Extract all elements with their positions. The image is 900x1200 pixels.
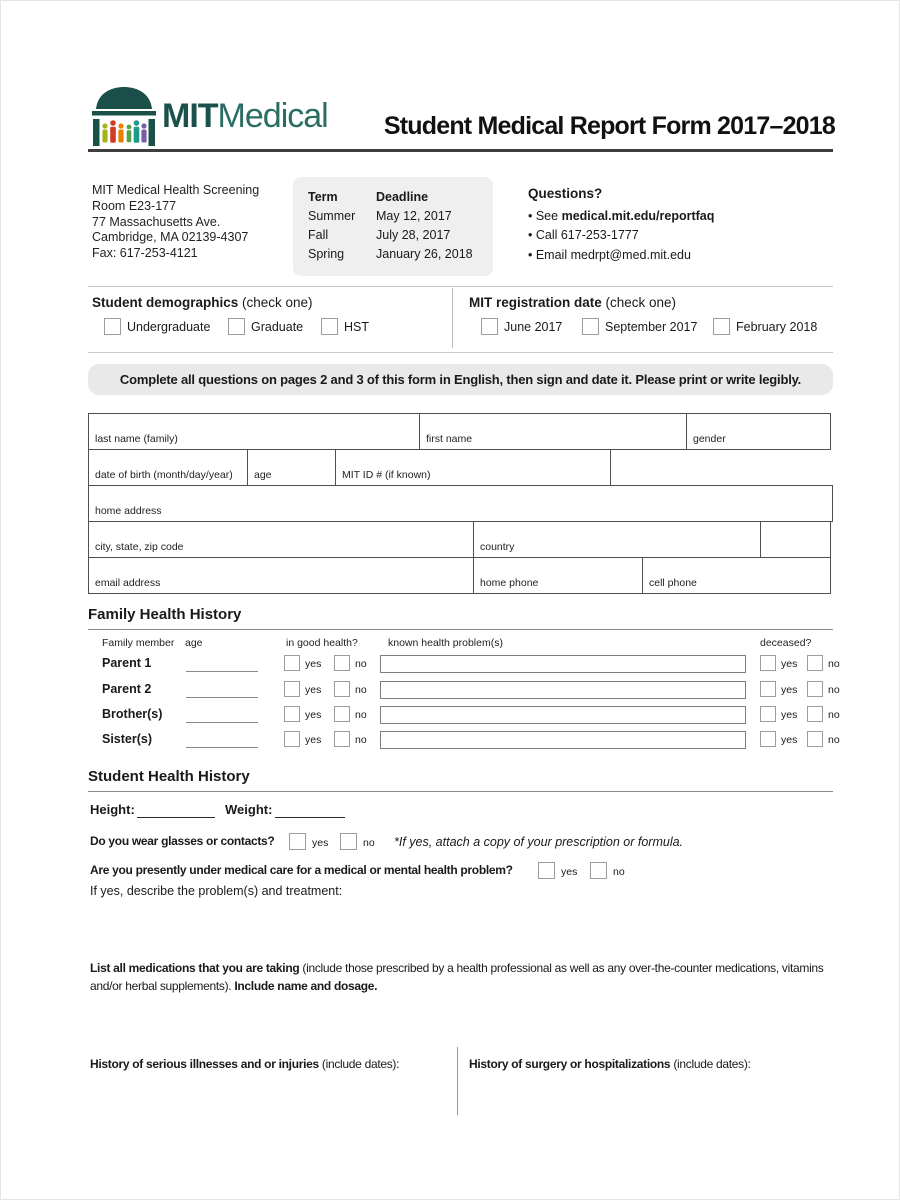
graduate-checkbox[interactable] <box>228 318 245 335</box>
care-no-checkbox[interactable] <box>590 862 607 879</box>
country-label: country <box>480 541 515 553</box>
last-name-label: last name (family) <box>95 433 178 445</box>
yes-label: yes <box>305 684 322 696</box>
option-undergraduate <box>104 318 210 335</box>
home-phone-label: home phone <box>480 577 539 589</box>
health-no-checkbox[interactable] <box>334 681 350 697</box>
divider-rule <box>88 352 833 353</box>
term-cell: Summer <box>308 209 356 223</box>
health-yes-checkbox[interactable] <box>284 731 300 747</box>
weight-label: Weight: <box>225 802 273 817</box>
surgery-history-heading: History of surgery or hospitalizations <box>469 1057 671 1071</box>
no-label: no <box>828 734 840 746</box>
health-yes-checkbox[interactable] <box>284 655 300 671</box>
care-yes-checkbox[interactable] <box>538 862 555 879</box>
deadline-row <box>308 226 478 245</box>
no-label: no <box>363 837 375 849</box>
yes-label: yes <box>781 658 798 670</box>
demographics-options-row <box>0 318 900 340</box>
table-row <box>88 413 833 450</box>
no-label: no <box>355 684 367 696</box>
questions-heading: Questions? <box>528 186 603 201</box>
family-row-parent1 <box>88 655 840 675</box>
city-state-zip-field[interactable] <box>88 521 474 558</box>
known-problems-input[interactable] <box>380 731 746 749</box>
table-row <box>88 557 833 594</box>
deceased-no-checkbox[interactable] <box>807 681 823 697</box>
family-heading-underline <box>88 629 833 630</box>
family-member-label: Parent 2 <box>102 682 152 696</box>
no-label: no <box>355 734 367 746</box>
no-label: no <box>613 866 625 878</box>
registration-heading <box>469 295 676 310</box>
unlabeled-field[interactable] <box>760 521 831 558</box>
illness-history-heading: History of serious illnesses and or injuries <box>90 1057 319 1071</box>
no-label: no <box>828 684 840 696</box>
faq-url[interactable]: medical.mit.edu/reportfaq <box>561 208 715 223</box>
february-2018-label: February 2018 <box>736 319 818 334</box>
option-june-2017 <box>481 318 562 335</box>
term-cell: Fall <box>308 228 329 242</box>
questions-block <box>528 184 714 265</box>
student-health-history-heading: Student Health History <box>88 768 250 785</box>
glasses-note: *If yes, attach a copy of your prescription or formula. <box>394 835 684 849</box>
height-label: Height: <box>90 802 135 817</box>
deadline-cell: January 26, 2018 <box>376 247 473 261</box>
history-vertical-divider <box>457 1047 458 1115</box>
contact-address-block <box>92 183 259 262</box>
yes-label: yes <box>305 709 322 721</box>
glasses-yes-checkbox[interactable] <box>289 833 306 850</box>
deadline-cell: May 12, 2017 <box>376 209 452 223</box>
family-row-sisters <box>88 731 840 751</box>
mit-medical-dome-logo-icon <box>88 84 160 148</box>
age-write-line[interactable] <box>186 655 258 672</box>
registration-heading-note: (check one) <box>601 295 677 310</box>
yes-label: yes <box>305 658 322 670</box>
dob-label: date of birth (month/day/year) <box>95 469 233 481</box>
questions-see-line <box>528 207 714 227</box>
weight-write-line[interactable] <box>275 802 345 818</box>
option-february-2018 <box>713 318 817 335</box>
health-no-checkbox[interactable] <box>334 731 350 747</box>
student-heading-underline <box>88 791 833 792</box>
june-2017-checkbox[interactable] <box>481 318 498 335</box>
last-name-field[interactable] <box>88 413 420 450</box>
logo-people-icons <box>102 120 146 143</box>
option-graduate <box>228 318 303 335</box>
yes-label: yes <box>305 734 322 746</box>
demographics-heading-note: (check one) <box>238 295 313 310</box>
contact-line: 77 Massachusetts Ave. <box>92 214 221 229</box>
medical-care-question-row <box>88 863 833 883</box>
age-write-line[interactable] <box>186 731 258 748</box>
col-age: age <box>185 637 203 649</box>
brand-medical: Medical <box>217 97 328 135</box>
home-address-field[interactable] <box>88 485 833 522</box>
hst-label: HST <box>344 319 369 334</box>
family-row-parent2 <box>88 681 840 701</box>
table-row <box>88 449 833 486</box>
email-label: email address <box>95 577 161 589</box>
yes-label: yes <box>312 837 329 849</box>
yes-label: yes <box>561 866 578 878</box>
deadline-cell: July 28, 2017 <box>376 228 451 242</box>
deceased-no-checkbox[interactable] <box>807 731 823 747</box>
mit-id-label: MIT ID # (if known) <box>342 469 431 481</box>
medications-bold-lead: List all medications that you are taking <box>90 961 300 975</box>
deceased-yes-checkbox[interactable] <box>760 655 776 671</box>
col-deceased: deceased? <box>760 637 812 649</box>
glasses-question-row <box>88 834 833 854</box>
undergraduate-label: Undergraduate <box>127 319 211 334</box>
glasses-question: Do you wear glasses or contacts? <box>90 834 275 848</box>
september-2017-checkbox[interactable] <box>582 318 599 335</box>
september-2017-label: September 2017 <box>605 319 698 334</box>
family-member-label: Brother(s) <box>102 707 163 721</box>
graduate-label: Graduate <box>251 319 304 334</box>
option-september-2017 <box>582 318 697 335</box>
cell-phone-label: cell phone <box>649 577 697 589</box>
hst-checkbox[interactable] <box>321 318 338 335</box>
no-label: no <box>828 709 840 721</box>
contact-line: Fax: 617-253-4121 <box>92 246 198 261</box>
medical-care-question: Are you presently under medical care for a medical or mental health problem? <box>90 863 513 877</box>
no-label: no <box>355 658 367 670</box>
undergraduate-checkbox[interactable] <box>104 318 121 335</box>
deadline-row <box>308 207 478 226</box>
dob-field[interactable] <box>88 449 248 486</box>
table-row <box>88 521 833 558</box>
brand-mit: MIT <box>162 97 218 135</box>
questions-call-line: • Call 617-253-1777 <box>528 228 639 242</box>
home-address-label: home address <box>95 505 162 517</box>
health-no-checkbox[interactable] <box>334 655 350 671</box>
home-phone-field[interactable] <box>473 557 643 594</box>
contact-line: Room E23-177 <box>92 198 177 213</box>
see-prefix: • See <box>528 208 562 223</box>
illness-history-note: (include dates): <box>318 1057 400 1071</box>
city-state-zip-label: city, state, zip code <box>95 541 184 553</box>
age-write-line[interactable] <box>186 706 258 723</box>
instruction-banner: Complete all questions on pages 2 and 3 of this form in English, then sign and date it. Please print or write legibly. <box>88 364 833 395</box>
contact-line: MIT Medical Health Screening <box>92 183 260 197</box>
deceased-yes-checkbox[interactable] <box>760 731 776 747</box>
first-name-field[interactable] <box>419 413 687 450</box>
family-health-history-heading: Family Health History <box>88 606 242 623</box>
surgery-history-section <box>469 1057 833 1071</box>
june-2017-label: June 2017 <box>504 319 563 334</box>
header-rule <box>88 149 833 152</box>
first-name-label: first name <box>426 433 473 445</box>
health-no-checkbox[interactable] <box>334 706 350 722</box>
illness-history-section <box>90 1057 446 1071</box>
no-label: no <box>355 709 367 721</box>
deceased-no-checkbox[interactable] <box>807 706 823 722</box>
known-problems-input[interactable] <box>380 655 746 673</box>
known-problems-input[interactable] <box>380 706 746 724</box>
age-write-line[interactable] <box>186 681 258 698</box>
demographics-heading-bold: Student demographics <box>92 295 239 310</box>
term-cell: Spring <box>308 247 345 261</box>
february-2018-checkbox[interactable] <box>713 318 730 335</box>
medications-instruction <box>90 960 835 995</box>
demographics-heading <box>92 295 313 310</box>
table-row <box>88 485 833 522</box>
deadline-header: Deadline <box>376 190 429 204</box>
health-yes-checkbox[interactable] <box>284 681 300 697</box>
deadline-header-row <box>308 188 478 207</box>
deceased-yes-checkbox[interactable] <box>760 706 776 722</box>
family-row-brothers <box>88 706 840 726</box>
known-problems-input[interactable] <box>380 681 746 699</box>
deceased-yes-checkbox[interactable] <box>760 681 776 697</box>
page-title: Student Medical Report Form 2017–2018 <box>383 112 835 140</box>
family-member-label: Parent 1 <box>102 656 152 670</box>
email-field[interactable] <box>88 557 474 594</box>
yes-label: yes <box>781 709 798 721</box>
mit-id-field[interactable] <box>335 449 611 486</box>
questions-email-line[interactable]: • Email medrpt@med.mit.edu <box>528 247 691 262</box>
height-weight-row <box>88 802 833 822</box>
health-yes-checkbox[interactable] <box>284 706 300 722</box>
deceased-no-checkbox[interactable] <box>807 655 823 671</box>
family-member-label: Sister(s) <box>102 732 153 746</box>
contact-line: Cambridge, MA 02139-4307 <box>92 230 249 245</box>
registration-heading-bold: MIT registration date <box>469 295 602 310</box>
gender-label: gender <box>693 433 726 445</box>
personal-info-table <box>88 413 833 594</box>
gender-field[interactable] <box>686 413 831 450</box>
country-field[interactable] <box>473 521 761 558</box>
term-header: Term <box>308 190 338 204</box>
col-known-problems: known health problem(s) <box>388 637 503 649</box>
care-followup-text: If yes, describe the problem(s) and treatment: <box>90 884 343 898</box>
age-field[interactable] <box>247 449 336 486</box>
height-write-line[interactable] <box>137 802 215 818</box>
deadline-row <box>308 245 478 264</box>
col-good-health: in good health? <box>286 637 358 649</box>
divider-rule <box>88 286 833 287</box>
surgery-history-note: (include dates): <box>670 1057 751 1071</box>
option-hst <box>321 318 369 335</box>
age-label: age <box>254 469 272 481</box>
glasses-no-checkbox[interactable] <box>340 833 357 850</box>
medications-bold-tail: Include name and dosage. <box>234 978 378 993</box>
no-label: no <box>828 658 840 670</box>
yes-label: yes <box>781 684 798 696</box>
yes-label: yes <box>781 734 798 746</box>
medications-regular-text: (include those prescribed by a health professional as well as any over-the-counter medications, vitamins and/or herbal supplements). <box>90 961 824 993</box>
col-family-member: Family member <box>102 637 175 649</box>
term-deadline-table <box>293 177 493 276</box>
cell-phone-field[interactable] <box>642 557 831 594</box>
